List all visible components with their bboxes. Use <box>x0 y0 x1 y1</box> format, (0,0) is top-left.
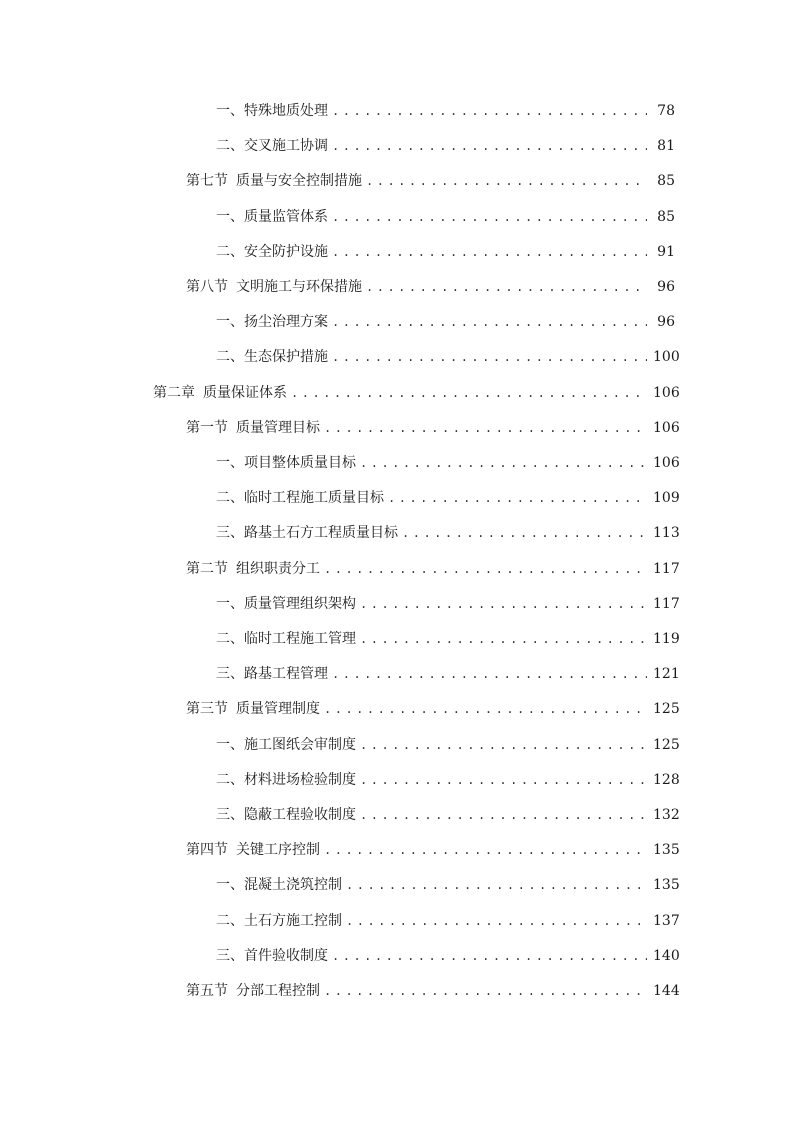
dot-leader <box>332 241 647 263</box>
toc-entry-number: 一、 <box>216 314 244 331</box>
toc-entry-page-number: 137 <box>653 912 680 929</box>
toc-entry-page-number: 109 <box>653 490 680 507</box>
toc-entry-page-number: 117 <box>653 560 680 577</box>
toc-entry-page-number: 96 <box>657 279 675 295</box>
toc-entry-page-number: 125 <box>653 736 680 753</box>
dot-leader <box>324 558 647 580</box>
toc-entry-number: 一、 <box>216 103 244 119</box>
toc-entry[interactable] <box>0 839 680 861</box>
toc-entry-title: 质量管理组织架构 <box>244 595 356 612</box>
toc-entry-number: 第二章 <box>153 384 195 401</box>
dot-leader <box>291 382 647 404</box>
toc-entry[interactable] <box>0 382 680 404</box>
toc-entry-page-number: 85 <box>657 173 675 190</box>
toc-entry-number: 一、 <box>216 736 244 753</box>
toc-entry-page-number: 132 <box>653 807 680 823</box>
toc-entry-title: 材料进场检验制度 <box>244 771 356 788</box>
toc-entry-page-number: 100 <box>653 349 680 366</box>
toc-entry-title: 质量与安全控制措施 <box>236 173 362 190</box>
toc-entry-title: 质量监管体系 <box>244 208 328 225</box>
dot-leader <box>332 100 647 122</box>
toc-entry-number: 三、 <box>216 947 244 964</box>
dot-leader <box>324 839 647 861</box>
toc-entry-title: 文明施工与环保措施 <box>236 279 362 295</box>
dot-leader <box>332 206 647 228</box>
toc-entry-number: 一、 <box>216 208 244 225</box>
toc-entry[interactable] <box>0 910 680 932</box>
toc-entry[interactable] <box>0 276 675 298</box>
toc-entry-number: 三、 <box>216 666 244 683</box>
toc-entry-title: 路基工程管理 <box>244 666 328 683</box>
toc-entry[interactable] <box>0 558 680 580</box>
toc-entry[interactable] <box>0 452 680 474</box>
toc-entry-title: 隐蔽工程验收制度 <box>244 807 356 823</box>
toc-entry-title: 临时工程施工管理 <box>244 631 356 647</box>
toc-entry-number: 一、 <box>216 595 244 612</box>
toc-entry-number: 二、 <box>216 243 244 260</box>
toc-entry-title: 关键工序控制 <box>236 842 320 859</box>
toc-entry-number: 二、 <box>216 912 244 929</box>
toc-entry-page-number: 140 <box>653 947 680 964</box>
toc-entry-page-number: 106 <box>653 419 680 436</box>
toc-entry[interactable] <box>0 593 680 615</box>
dot-leader <box>360 804 647 826</box>
toc-entry-title: 路基土石方工程质量目标 <box>244 525 398 542</box>
toc-entry-number: 第五节 <box>186 983 228 999</box>
dot-leader <box>360 628 647 650</box>
toc-entry-number: 二、 <box>216 349 244 366</box>
toc-entry[interactable] <box>0 487 680 509</box>
toc-entry-page-number: 91 <box>657 243 675 260</box>
toc-entry[interactable] <box>0 206 675 228</box>
toc-entry-number: 第八节 <box>186 279 228 295</box>
dot-leader <box>324 417 647 439</box>
toc-entry-number: 第一节 <box>186 419 228 436</box>
dot-leader <box>332 663 647 685</box>
toc-entry-page-number: 106 <box>653 384 680 401</box>
toc-entry-page-number: 106 <box>653 455 680 471</box>
toc-entry[interactable] <box>0 804 680 826</box>
toc-entry[interactable] <box>0 698 680 720</box>
toc-entry-title: 质量保证体系 <box>203 384 287 401</box>
toc-entry-page-number: 78 <box>657 103 675 119</box>
toc-entry-number: 第四节 <box>186 842 228 859</box>
toc-entry-page-number: 135 <box>653 842 680 859</box>
toc-entry-page-number: 113 <box>653 525 680 542</box>
toc-entry-number: 二、 <box>216 138 244 155</box>
dot-leader <box>360 734 647 756</box>
toc-entry[interactable] <box>0 945 680 967</box>
toc-entry-page-number: 96 <box>657 314 675 331</box>
toc-entry-number: 一、 <box>216 455 244 471</box>
dot-leader <box>332 311 647 333</box>
dot-leader <box>346 874 647 896</box>
toc-entry-title: 质量管理目标 <box>236 419 320 436</box>
dot-leader <box>324 980 647 1002</box>
dot-leader <box>366 276 647 298</box>
dot-leader <box>402 522 647 544</box>
toc-entry[interactable] <box>0 346 680 368</box>
toc-entry-title: 混凝土浇筑控制 <box>244 877 342 894</box>
toc-entry-page-number: 117 <box>653 595 680 612</box>
toc-entry[interactable] <box>0 241 675 263</box>
toc-entry[interactable] <box>0 135 675 157</box>
toc-entry-title: 组织职责分工 <box>236 560 320 577</box>
toc-entry-page-number: 144 <box>653 983 680 999</box>
toc-entry-page-number: 119 <box>653 631 680 647</box>
toc-entry-title: 特殊地质处理 <box>244 103 328 119</box>
toc-entry-number: 三、 <box>216 807 244 823</box>
toc-entry-title: 交叉施工协调 <box>244 138 328 155</box>
toc-entry-number: 第二节 <box>186 560 228 577</box>
dot-leader <box>324 698 647 720</box>
toc-entry[interactable] <box>0 417 680 439</box>
toc-entry-title: 分部工程控制 <box>236 983 320 999</box>
toc-entry-number: 第三节 <box>186 701 228 718</box>
dot-leader <box>360 593 647 615</box>
dot-leader <box>388 487 647 509</box>
toc-entry-page-number: 81 <box>657 138 675 155</box>
toc-entry[interactable] <box>0 980 680 1002</box>
dot-leader <box>360 452 647 474</box>
toc-entry-page-number: 128 <box>653 771 680 788</box>
dot-leader <box>346 910 647 932</box>
toc-entry[interactable] <box>0 311 675 333</box>
toc-entry-number: 一、 <box>216 877 244 894</box>
toc-entry-title: 临时工程施工质量目标 <box>244 490 384 507</box>
toc-entry-page-number: 125 <box>653 701 680 718</box>
toc-entry-number: 二、 <box>216 490 244 507</box>
toc-entry-title: 首件验收制度 <box>244 947 328 964</box>
toc-entry[interactable] <box>0 769 680 791</box>
toc-entry-title: 土石方施工控制 <box>244 912 342 929</box>
toc-entry-title: 扬尘治理方案 <box>244 314 328 331</box>
dot-leader <box>332 135 647 157</box>
toc-entry-page-number: 121 <box>653 666 680 683</box>
toc-entry-title: 质量管理制度 <box>236 701 320 718</box>
toc-entry-number: 二、 <box>216 771 244 788</box>
toc-entry[interactable] <box>0 734 680 756</box>
dot-leader <box>332 945 647 967</box>
dot-leader <box>332 346 647 368</box>
dot-leader <box>366 170 647 192</box>
dot-leader <box>360 769 647 791</box>
toc-entry-title: 安全防护设施 <box>244 243 328 260</box>
toc-entry[interactable] <box>0 522 680 544</box>
toc-entry[interactable] <box>0 170 675 192</box>
toc-entry[interactable] <box>0 663 680 685</box>
toc-entry[interactable] <box>0 874 680 896</box>
toc-entry-number: 二、 <box>216 631 244 647</box>
toc-entry-number: 第七节 <box>186 173 228 190</box>
toc-entry-number: 三、 <box>216 525 244 542</box>
toc-entry-page-number: 85 <box>657 208 675 225</box>
toc-entry-title: 项目整体质量目标 <box>244 455 356 471</box>
toc-entry-title: 生态保护措施 <box>244 349 328 366</box>
toc-entry[interactable] <box>0 628 680 650</box>
toc-entry-title: 施工图纸会审制度 <box>244 736 356 753</box>
toc-entry-page-number: 135 <box>653 877 680 894</box>
toc-entry[interactable] <box>0 100 675 122</box>
